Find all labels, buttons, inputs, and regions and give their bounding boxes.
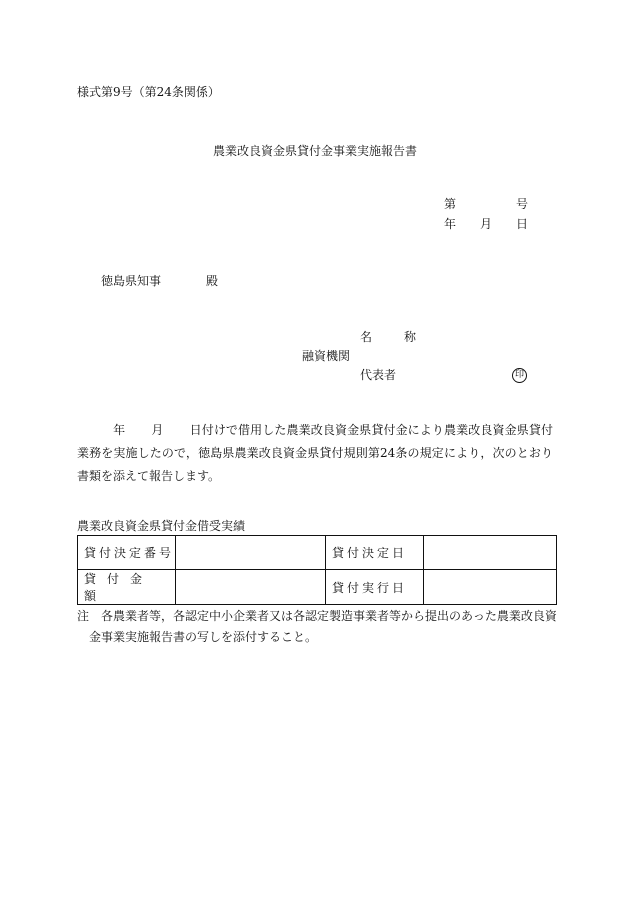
sender-representative-label: 代表者	[360, 368, 397, 382]
table-row	[78, 536, 557, 570]
sender-name-label: 名 称	[360, 330, 427, 344]
table-caption: 農業改良資金県貸付金借受実績	[77, 519, 246, 533]
loan-execution-date-label: 貸付実行日	[326, 570, 424, 605]
seal-mark: 印	[512, 368, 527, 383]
honorific: 殿	[206, 274, 219, 288]
loan-record-table	[77, 535, 557, 605]
sender-institution-label: 融資機関	[302, 349, 351, 363]
date-year-label: 年	[444, 217, 457, 231]
body-month-label: 月	[151, 423, 164, 437]
loan-decision-number-value[interactable]	[176, 536, 326, 570]
report-body-paragraph	[77, 419, 553, 488]
document-title: 農業改良資金県貸付金事業実施報告書	[213, 144, 418, 158]
body-year-label: 年	[113, 423, 126, 437]
form-number-label: 様式第9号（第24条関係）	[77, 85, 220, 99]
addressee: 徳島県知事	[101, 274, 162, 288]
date-month-label: 月	[480, 217, 493, 231]
date-line	[444, 218, 528, 230]
footnote	[77, 606, 557, 648]
loan-amount-label: 貸付金額	[78, 570, 176, 605]
loan-decision-date-label: 貸付決定日	[326, 536, 424, 570]
table-row	[78, 570, 557, 605]
footnote-line-2: 金事業実施報告書の写しを添付すること。	[89, 630, 318, 644]
loan-decision-number-label: 貸付決定番号	[78, 536, 176, 570]
body-text: 日付けで借用した農業改良資金県貸付金により農業改良資金県貸付業務を実施したので，徳島県農業改良資金県貸付規則第24条の規定により，次のとおり書類を添えて報告します。	[77, 423, 553, 483]
loan-execution-date-value[interactable]	[424, 570, 557, 605]
loan-amount-value[interactable]	[176, 570, 326, 605]
document-number-prefix: 第	[444, 197, 457, 211]
footnote-line-1: 注 各農業者等，各認定中小企業者又は各認定製造事業者等から提出のあった農業改良資	[77, 609, 557, 623]
loan-decision-date-value[interactable]	[424, 536, 557, 570]
document-number-suffix: 号	[516, 197, 529, 211]
date-day-label: 日	[516, 217, 529, 231]
